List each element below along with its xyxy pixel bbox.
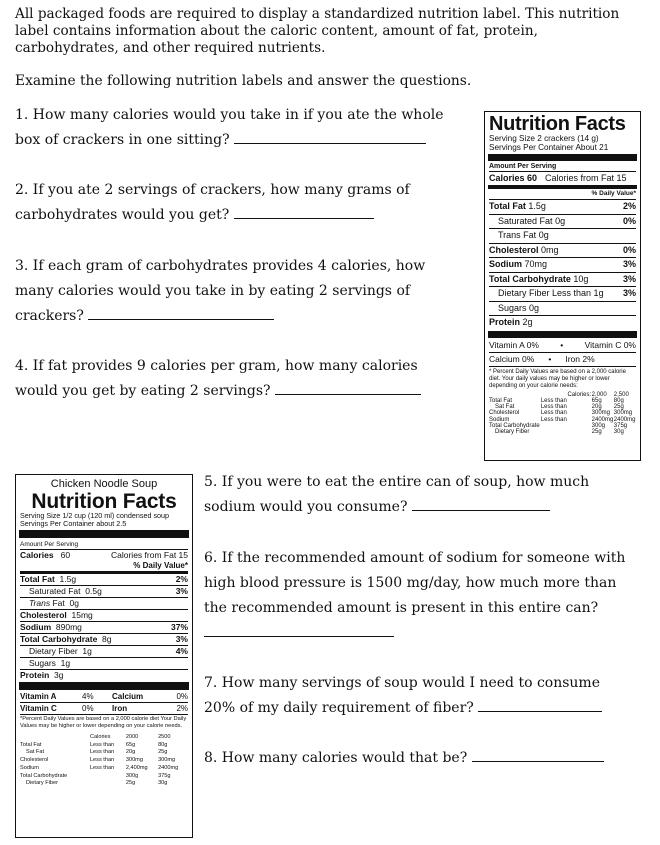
nutrient-amount: 2g bbox=[522, 317, 533, 327]
nutrient-amount: 0g bbox=[529, 302, 540, 313]
soup-nutrient-row bbox=[20, 597, 188, 609]
crackers-nutrient-row bbox=[489, 228, 636, 243]
nutrient-name-amount bbox=[489, 200, 546, 214]
soup-nutrient-row bbox=[20, 609, 188, 621]
dv-table-cell: 25g bbox=[613, 404, 624, 411]
answer-blank-4[interactable] bbox=[275, 381, 421, 395]
crackers-nutrient-row bbox=[489, 315, 636, 330]
crackers-vitamin-row-2 bbox=[489, 352, 636, 366]
dv-table-cell: Dietary Fiber bbox=[26, 780, 59, 787]
crackers-label-title: Nutrition Facts bbox=[489, 113, 626, 135]
nutrient-name-amount bbox=[29, 658, 70, 669]
dv-table-cell: 80g bbox=[158, 741, 168, 748]
nutrient-name-amount bbox=[489, 244, 559, 258]
soup-footnote: *Percent Daily Values are based on a 2,000 calorie diet Your Daily Values may be higher or lower depending on your calorie needs. bbox=[20, 716, 187, 729]
nutrient-label: Sugars bbox=[498, 302, 527, 313]
soup-label-title: Nutrition Facts bbox=[31, 490, 177, 513]
nutrient-label: Trans Fat bbox=[498, 230, 537, 240]
soup-daily-values-table bbox=[20, 734, 188, 788]
dv-table-row bbox=[20, 780, 188, 788]
nutrient-name-amount bbox=[20, 634, 112, 645]
nutrient-dv: 37% bbox=[170, 622, 188, 632]
nutrient-name-amount bbox=[20, 670, 63, 681]
question-7-line-2: 20% of my daily requirement of fiber? bbox=[204, 700, 474, 716]
dv-table-cell: Sat Fat bbox=[495, 404, 515, 411]
nutrient-amount: 0g bbox=[555, 215, 566, 226]
crackers-footnote: * Percent Daily Values are based on a 2,000 calorie diet. Your daily values may be higher or lower depending on your calorie needs: bbox=[489, 366, 636, 390]
dv-table-cell: 2400mg bbox=[591, 416, 614, 423]
question-3-line-3: crackers? bbox=[15, 308, 84, 324]
question-1-line-2: box of crackers in one sitting? bbox=[15, 132, 230, 148]
nutrient-label: Dietary Fiber bbox=[498, 288, 550, 298]
dv-table-cell: Total Fat bbox=[489, 397, 513, 404]
nutrient-amount: 8g bbox=[102, 634, 112, 644]
nutrient-amount: 0g bbox=[538, 230, 549, 240]
nutrient-amount: 890mg bbox=[55, 622, 82, 632]
soup-amount-per-serving: Amount Per Serving bbox=[20, 541, 79, 548]
dv-table-row bbox=[489, 429, 636, 435]
nutrient-amount: 1.5g bbox=[59, 574, 77, 584]
crackers-serving-size: Serving Size 2 crackers (14 g) bbox=[489, 134, 599, 143]
nutrient-dv: 3% bbox=[175, 586, 188, 596]
nutrient-name-amount bbox=[29, 646, 92, 657]
question-6-line-2: high blood pressure is 1500 mg/day, how much more than bbox=[204, 575, 617, 591]
crackers-vitamin-row-1 bbox=[489, 339, 636, 352]
dv-table-cell: Cholesterol bbox=[489, 410, 520, 417]
nutrient-name-amount bbox=[498, 302, 539, 316]
nutrient-name-amount bbox=[498, 287, 604, 301]
nutrient-name-amount bbox=[489, 316, 533, 330]
dv-table-cell: 65g bbox=[591, 397, 602, 404]
question-6 bbox=[204, 546, 625, 646]
soup-servings-per-container: Servings Per Container about 2.5 bbox=[20, 519, 127, 528]
question-3 bbox=[15, 254, 425, 329]
soup-product-name: Chicken Noodle Soup bbox=[50, 478, 158, 490]
nutrient-name-amount bbox=[498, 215, 565, 229]
dv-table-cell bbox=[90, 773, 126, 781]
divider-bar bbox=[19, 682, 189, 690]
nutrient-amount: 1g bbox=[60, 658, 71, 668]
dv-table-cell: 2,500 bbox=[613, 391, 629, 398]
question-6-line-1: 6. If the recommended amount of sodium for someone with bbox=[204, 550, 626, 566]
crackers-amount-per-serving: Amount Per Serving bbox=[489, 163, 557, 170]
crackers-vitamin-a: Vitamin A 0% bbox=[489, 339, 539, 350]
dv-table-cell: Less than bbox=[540, 410, 567, 417]
question-4-line-2: would you get by eating 2 servings? bbox=[15, 383, 271, 399]
soup-nutrient-row bbox=[20, 633, 188, 645]
question-2-line-2: carbohydrates would you get? bbox=[15, 207, 230, 223]
divider-bar bbox=[19, 530, 189, 538]
nutrient-label: Protein bbox=[20, 670, 50, 680]
dv-table-cell: Calories bbox=[89, 734, 111, 740]
dv-table-cell: Less than bbox=[89, 764, 115, 771]
question-5-line-2: sodium would you consume? bbox=[204, 499, 408, 515]
soup-nutrient-rows bbox=[20, 571, 188, 681]
dv-table-cell: Sodium bbox=[20, 764, 39, 771]
dv-table-cell: 2500 bbox=[158, 734, 171, 740]
answer-blank-5[interactable] bbox=[412, 497, 550, 511]
answer-blank-3[interactable] bbox=[88, 306, 274, 320]
soup-nutrient-row bbox=[20, 585, 188, 597]
dv-table-cell: Total Carbohydrate bbox=[20, 772, 68, 779]
dv-table-cell bbox=[567, 429, 591, 435]
soup-vitamin-row-1 bbox=[20, 691, 188, 702]
question-6-line-3: the recommended amount is present in this entire can? bbox=[204, 600, 599, 616]
soup-calories-row bbox=[20, 549, 188, 561]
crackers-nutrition-label bbox=[484, 111, 641, 461]
dv-table-cell: 300g bbox=[125, 772, 139, 779]
soup-iron-dv: 2% bbox=[176, 704, 188, 713]
crackers-nutrient-row bbox=[489, 286, 636, 301]
nutrient-amount: Less than 1g bbox=[552, 288, 604, 298]
crackers-calories-from-fat: Calories from Fat 15 bbox=[545, 173, 627, 183]
nutrient-label-2: Fat bbox=[52, 598, 65, 608]
dv-table-cell: 2,400mg bbox=[125, 764, 148, 771]
dv-table-cell: Total Carbohydrate bbox=[489, 422, 540, 429]
crackers-calcium: Calcium 0% bbox=[489, 353, 535, 364]
nutrient-amount: 15mg bbox=[71, 610, 93, 620]
dv-table-cell: Less than bbox=[540, 397, 567, 404]
soup-nutrient-row bbox=[20, 657, 188, 669]
nutrient-name-amount bbox=[498, 229, 549, 243]
question-2-line-1: 2. If you ate 2 servings of crackers, how many grams of bbox=[15, 182, 410, 198]
nutrient-dv: 3% bbox=[622, 273, 636, 284]
soup-nutrient-row bbox=[20, 669, 188, 681]
soup-vitamin-c: Vitamin C bbox=[20, 704, 57, 713]
question-5-line-1: 5. If you were to eat the entire can of soup, how much bbox=[204, 474, 590, 490]
question-7-line-1: 7. How many servings of soup would I need to consume bbox=[204, 675, 600, 691]
nutrient-amount: 70mg bbox=[524, 259, 548, 269]
dv-table-row bbox=[20, 742, 188, 750]
nutrient-amount: 3g bbox=[54, 670, 64, 680]
crackers-calories: Calories 60 bbox=[489, 173, 538, 183]
soup-calories-value: 60 bbox=[60, 550, 71, 560]
soup-serving-size: Serving Size 1/2 cup (120 ml) condensed soup bbox=[20, 511, 170, 520]
nutrient-name-amount bbox=[20, 622, 82, 633]
question-2 bbox=[15, 178, 410, 228]
nutrient-dv: 0% bbox=[622, 244, 636, 255]
nutrient-dv: 2% bbox=[175, 574, 188, 584]
dv-table-cell bbox=[20, 734, 90, 742]
dv-table-cell: 375g bbox=[158, 772, 171, 779]
nutrient-label: Saturated Fat bbox=[29, 586, 81, 596]
dv-table-row bbox=[20, 757, 188, 765]
dv-table-cell: 25g bbox=[125, 780, 136, 787]
dv-table-row bbox=[20, 765, 188, 773]
dv-table-cell: Less than bbox=[89, 741, 115, 748]
dv-table-cell: 300mg bbox=[158, 757, 176, 764]
nutrient-dv: 2% bbox=[622, 201, 636, 211]
soup-vitamin-a-dv: 4% bbox=[82, 692, 94, 701]
crackers-nutrient-row bbox=[489, 243, 636, 258]
soup-nutrient-row bbox=[20, 645, 188, 657]
dv-table-cell: Sat Fat bbox=[26, 749, 45, 756]
dv-table-cell: 30g bbox=[613, 429, 624, 436]
crackers-nutrient-row bbox=[489, 257, 636, 272]
soup-calcium-dv: 0% bbox=[176, 692, 188, 701]
dv-table-cell: 25g bbox=[591, 429, 602, 436]
answer-blank-6[interactable] bbox=[204, 623, 394, 637]
nutrient-label: Cholesterol bbox=[20, 610, 67, 620]
dv-table-cell: Less than bbox=[540, 416, 567, 423]
nutrient-label: Total Fat bbox=[20, 574, 55, 584]
dv-table-cell bbox=[541, 429, 568, 435]
dv-table-cell: Sodium bbox=[489, 416, 510, 423]
divider-bar bbox=[488, 331, 637, 338]
question-8 bbox=[204, 746, 604, 771]
nutrient-name-amount bbox=[489, 258, 547, 272]
nutrient-dv: 4% bbox=[175, 646, 188, 656]
nutrient-label: Total Carbohydrate bbox=[20, 634, 98, 644]
dv-table-cell: Less than bbox=[540, 404, 567, 411]
crackers-iron: Iron 2% bbox=[565, 353, 595, 364]
bullet: • bbox=[560, 339, 564, 350]
dv-table-cell: Total Fat bbox=[20, 741, 42, 748]
dv-table-cell: 2,000 bbox=[591, 391, 607, 398]
dv-table-cell: 300g bbox=[591, 422, 605, 429]
instructions: Examine the following nutrition labels and answer the questions. bbox=[15, 73, 472, 89]
dv-table-cell: Cholesterol bbox=[20, 757, 49, 764]
dv-table-row bbox=[20, 749, 188, 757]
answer-blank-1[interactable] bbox=[234, 130, 426, 144]
soup-vitamin-a: Vitamin A bbox=[20, 692, 57, 701]
nutrient-label: Trans bbox=[29, 598, 51, 608]
dv-table-cell: 300mg bbox=[125, 757, 143, 764]
dv-table-cell: 300mg bbox=[613, 410, 633, 417]
nutrient-amount: 0mg bbox=[541, 244, 559, 255]
crackers-nutrient-rows bbox=[489, 199, 636, 330]
soup-dv-header: % Daily Value* bbox=[133, 561, 188, 570]
soup-calcium: Calcium bbox=[112, 692, 144, 701]
dv-table-cell bbox=[90, 780, 126, 788]
nutrient-amount: 1.5g bbox=[528, 201, 546, 211]
soup-nutrient-row bbox=[20, 571, 188, 585]
nutrient-label: Cholesterol bbox=[489, 244, 539, 255]
question-8-line-1: 8. How many calories would that be? bbox=[204, 750, 468, 766]
question-4 bbox=[15, 354, 421, 404]
nutrient-label: Sodium bbox=[20, 622, 52, 632]
nutrient-label: Sodium bbox=[489, 259, 522, 269]
nutrient-name-amount bbox=[20, 610, 93, 621]
divider-bar bbox=[488, 154, 637, 161]
crackers-daily-values-table bbox=[489, 392, 636, 436]
nutrient-label: Protein bbox=[489, 317, 521, 327]
nutrient-name-amount bbox=[29, 598, 79, 609]
soup-calories-from-fat: Calories from Fat 15 bbox=[111, 550, 188, 560]
nutrient-label: Total Carbohydrate bbox=[489, 273, 571, 284]
soup-vitamin-row-2 bbox=[20, 702, 188, 714]
soup-vitamin-c-dv: 0% bbox=[82, 704, 94, 713]
dv-table-cell: 300mg bbox=[591, 410, 610, 417]
soup-iron: Iron bbox=[112, 704, 128, 713]
crackers-calories-row bbox=[489, 171, 636, 184]
nutrient-amount: 0g bbox=[69, 598, 79, 608]
nutrient-dv: 3% bbox=[622, 259, 636, 269]
dv-table-cell: Less than bbox=[89, 749, 115, 756]
dv-table-cell: 2400mg bbox=[158, 764, 179, 771]
soup-calories-label: Calories bbox=[20, 550, 54, 560]
nutrient-label: Saturated Fat bbox=[498, 215, 553, 226]
crackers-nutrient-row bbox=[489, 301, 636, 316]
question-5 bbox=[204, 470, 589, 520]
nutrient-amount: 10g bbox=[573, 273, 589, 284]
dv-table-cell: 65g bbox=[125, 741, 136, 748]
question-1-line-1: 1. How many calories would you take in if you ate the whole bbox=[15, 107, 444, 123]
intro-paragraph: All packaged foods are required to display a standardized nutrition label. This nutrition label contains information about the caloric content, amount of fat, protein, carbohydrates, and other required nutrients. bbox=[15, 6, 620, 56]
crackers-dv-header: % Daily Value* bbox=[591, 190, 636, 197]
crackers-vitamin-c: Vitamin C 0% bbox=[584, 339, 636, 350]
nutrient-dv: 0% bbox=[622, 215, 636, 226]
nutrient-name-amount bbox=[29, 586, 102, 597]
nutrient-name-amount bbox=[489, 273, 588, 287]
nutrient-amount: 1g bbox=[82, 646, 92, 656]
dv-table-cell: 2400mg bbox=[613, 416, 636, 423]
dv-table-cell: 80g bbox=[613, 397, 624, 404]
nutrient-label: Dietary Fiber bbox=[29, 646, 78, 656]
soup-nutrition-label bbox=[15, 474, 193, 838]
dv-table-cell: Less than bbox=[89, 757, 115, 764]
dv-table-cell: Dietary Fiber bbox=[495, 429, 530, 436]
crackers-nutrient-row bbox=[489, 214, 636, 229]
nutrient-label: Total Fat bbox=[489, 201, 526, 211]
nutrient-amount: 0.5g bbox=[85, 586, 102, 596]
nutrient-label: Sugars bbox=[29, 658, 56, 668]
question-1 bbox=[15, 103, 444, 153]
dv-table-row bbox=[20, 773, 188, 781]
answer-blank-2[interactable] bbox=[234, 205, 374, 219]
dv-table-row bbox=[489, 410, 636, 416]
answer-blank-8[interactable] bbox=[472, 748, 604, 762]
question-4-line-1: 4. If fat provides 9 calories per gram, how many calories bbox=[15, 358, 418, 374]
dv-table-cell: Calories: bbox=[567, 391, 592, 398]
dv-table-cell: 20g bbox=[125, 749, 136, 756]
nutrient-dv: 3% bbox=[622, 288, 636, 298]
dv-table-cell: 30g bbox=[158, 780, 168, 787]
crackers-nutrient-row bbox=[489, 199, 636, 214]
dv-table-cell: 20g bbox=[591, 404, 602, 411]
dv-table-cell: 2000 bbox=[125, 734, 139, 740]
answer-blank-7[interactable] bbox=[478, 698, 602, 712]
soup-nutrient-row bbox=[20, 621, 188, 633]
question-3-line-2: many calories would you take in by eating 2 servings of bbox=[15, 283, 411, 299]
crackers-nutrient-row bbox=[489, 272, 636, 287]
nutrient-name-amount bbox=[20, 574, 76, 585]
crackers-servings-per-container: Servings Per Container About 21 bbox=[489, 143, 609, 152]
bullet: • bbox=[548, 353, 552, 364]
nutrient-dv: 3% bbox=[175, 634, 188, 644]
dv-table-row bbox=[20, 734, 188, 742]
question-7 bbox=[204, 671, 602, 721]
dv-table-cell: 25g bbox=[158, 749, 168, 756]
question-3-line-1: 3. If each gram of carbohydrates provides 4 calories, how bbox=[15, 258, 426, 274]
dv-table-cell: 375g bbox=[613, 422, 628, 429]
